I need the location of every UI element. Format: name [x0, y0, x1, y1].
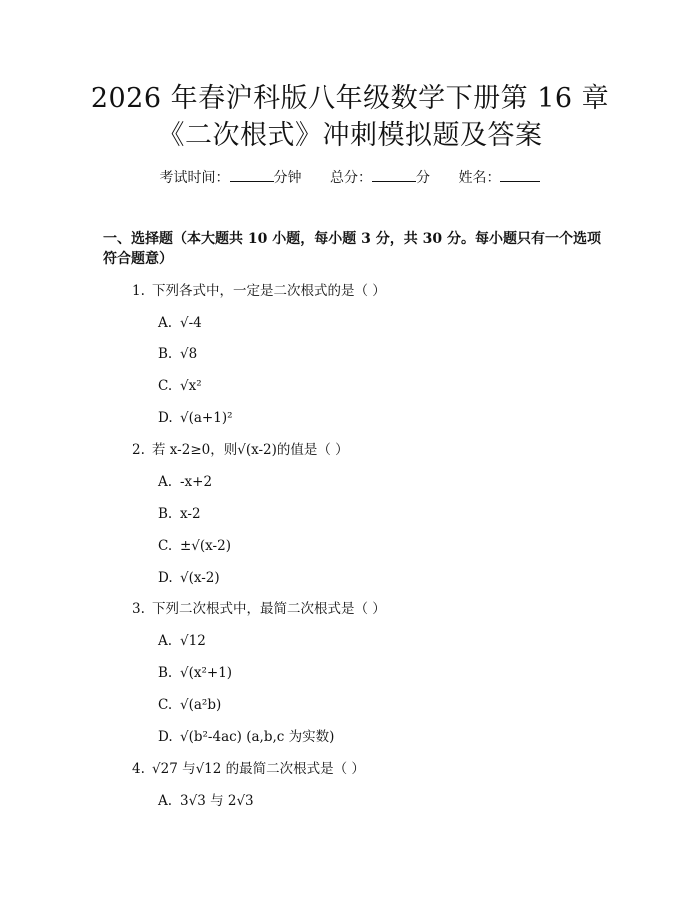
- option-2c: [158, 537, 231, 555]
- option-text: √(b²-4ac) (a,b,c 为实数): [180, 729, 335, 745]
- option-letter: D.: [158, 410, 173, 426]
- option-text: √(a²b): [180, 697, 222, 713]
- option-letter: B.: [158, 346, 173, 362]
- question-number: 4.: [132, 761, 145, 777]
- option-3a: [158, 632, 206, 650]
- option-letter: A.: [158, 315, 173, 331]
- option-text: ±√(x-2): [180, 538, 231, 554]
- student-name-field: [458, 167, 540, 188]
- total-score-blank: [372, 167, 416, 182]
- total-score-field: [330, 167, 430, 188]
- option-text: √(x²+1): [180, 665, 233, 681]
- option-letter: A.: [158, 474, 173, 490]
- student-name-label: 姓名：: [458, 170, 501, 186]
- exam-time-blank: [230, 167, 274, 182]
- question-4: [132, 760, 365, 778]
- question-number: 3.: [132, 601, 145, 617]
- option-text: √8: [180, 346, 198, 362]
- option-text: x-2: [180, 506, 201, 522]
- exam-time-label: 考试时间：: [159, 170, 230, 186]
- question-text: √27 与√12 的最简二次根式是（ ）: [152, 761, 365, 777]
- option-1c: [158, 377, 202, 395]
- option-text: √(x-2): [180, 570, 220, 586]
- option-1a: [158, 314, 202, 332]
- option-letter: A.: [158, 793, 173, 809]
- option-letter: C.: [158, 538, 173, 554]
- total-score-unit: 分: [416, 170, 430, 186]
- option-letter: A.: [158, 633, 173, 649]
- total-score-label: 总分：: [330, 170, 372, 186]
- option-2b: [158, 505, 201, 523]
- option-letter: D.: [158, 729, 173, 745]
- title-line-1: 2026 年春沪科版八年级数学下册第 16 章: [90, 83, 610, 114]
- question-1: [132, 282, 386, 300]
- question-number: 1.: [132, 283, 145, 299]
- exam-info-line: [0, 167, 700, 188]
- option-text: -x+2: [180, 474, 213, 490]
- option-1b: [158, 345, 197, 363]
- exam-time-field: [160, 167, 302, 188]
- option-letter: B.: [158, 506, 173, 522]
- option-1d: [158, 409, 233, 427]
- question-text: 下列各式中，一定是二次根式的是（ ）: [152, 283, 386, 299]
- option-text: √(a+1)²: [180, 410, 233, 426]
- option-letter: D.: [158, 570, 173, 586]
- option-text: 3√3 与 2√3: [180, 793, 254, 809]
- question-3: [132, 600, 386, 618]
- option-3c: [158, 696, 221, 714]
- option-2d: [158, 569, 220, 587]
- option-3b: [158, 664, 232, 682]
- student-name-blank: [500, 167, 540, 182]
- question-number: 2.: [132, 442, 145, 458]
- option-text: √x²: [180, 378, 202, 394]
- exam-time-unit: 分钟: [273, 170, 302, 186]
- option-letter: C.: [158, 378, 173, 394]
- section-heading-multiple-choice: 一、选择题（本大题共 10 小题，每小题 3 分，共 30 分。每小题只有一个选项符合题意）: [103, 231, 601, 267]
- option-2a: [158, 473, 212, 491]
- question-2: [132, 441, 349, 459]
- title-line-2: 《二次根式》冲刺模拟题及答案: [157, 120, 543, 151]
- option-4a: [158, 792, 254, 810]
- option-text: √-4: [180, 315, 202, 331]
- option-text: √12: [180, 633, 206, 649]
- option-3d: [158, 728, 334, 746]
- question-text: 下列二次根式中，最简二次根式是（ ）: [152, 601, 386, 617]
- option-letter: B.: [158, 665, 173, 681]
- question-text: 若 x-2≥0，则√(x-2)的值是（ ）: [152, 442, 349, 458]
- option-letter: C.: [158, 697, 173, 713]
